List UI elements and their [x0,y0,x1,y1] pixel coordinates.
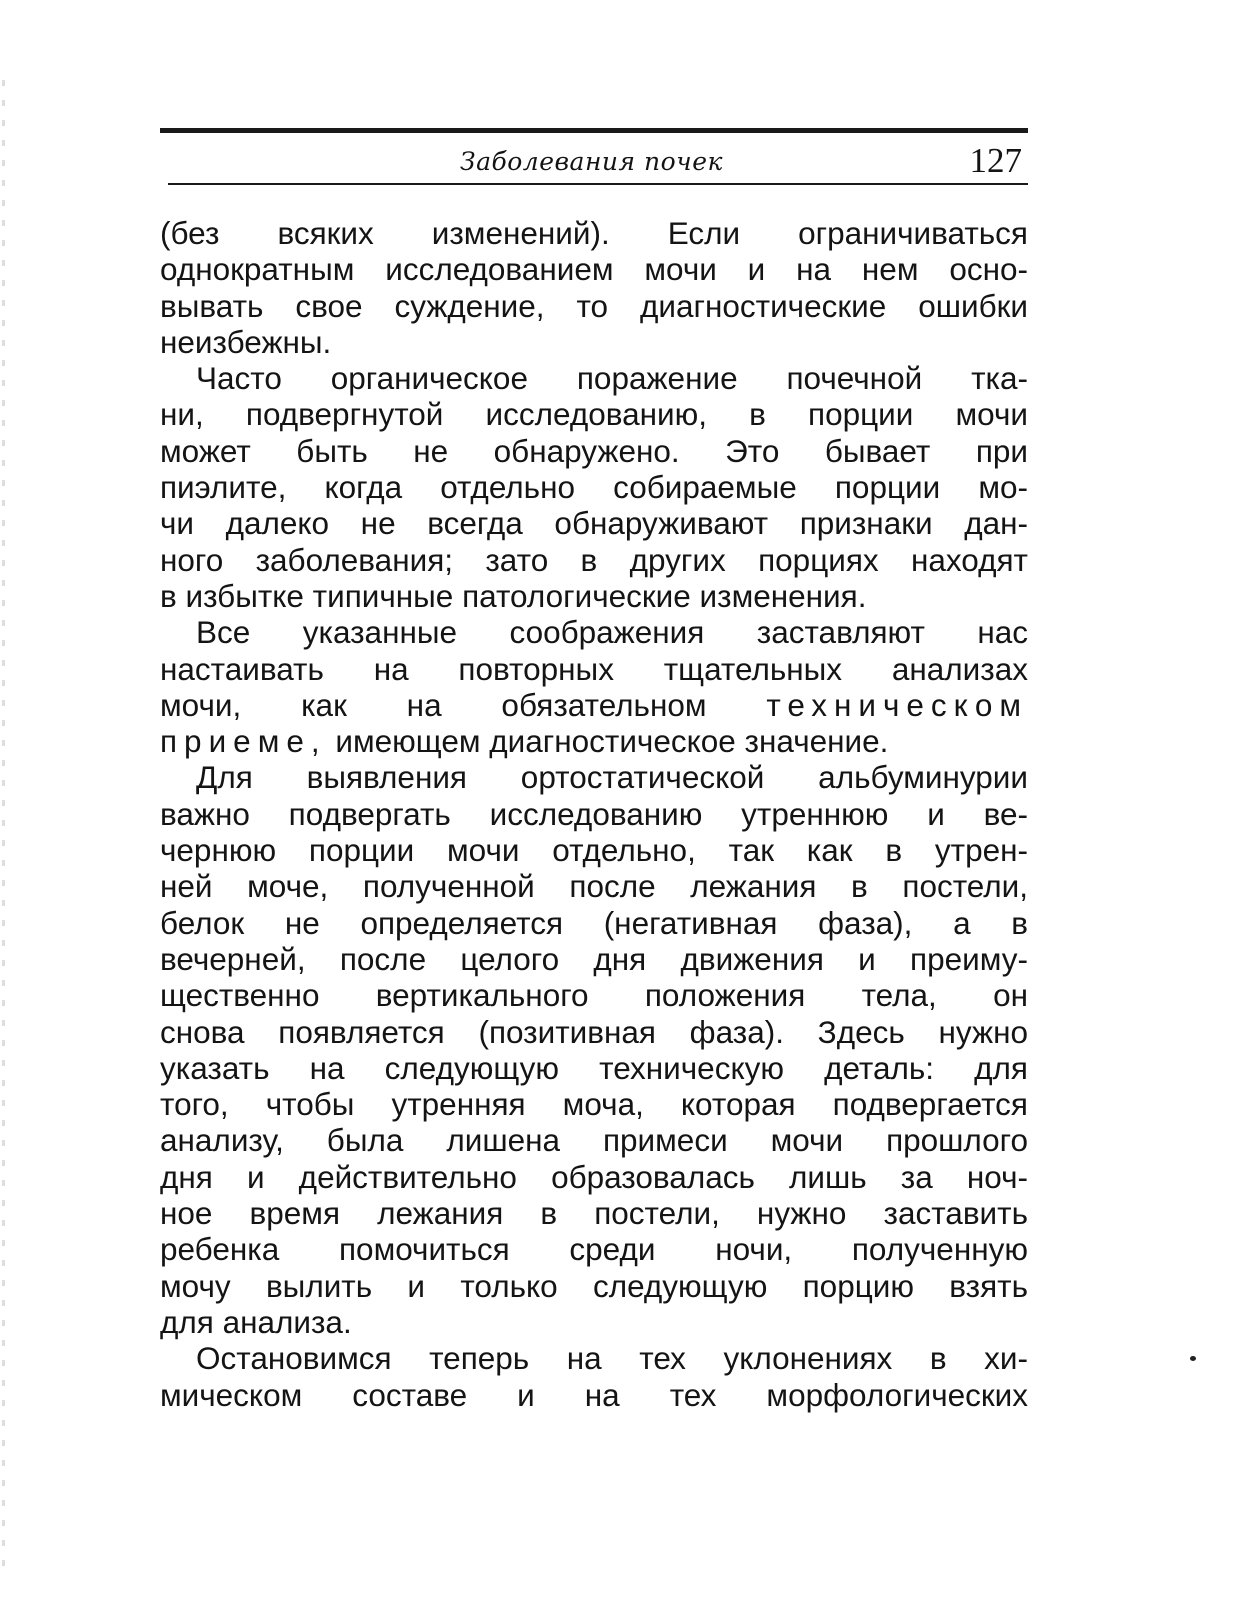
text-line: в избытке типичные патологические изменения. [160,577,867,614]
text-line: чернюю порции мочи отдельно, так как в утрен- [160,832,1028,869]
page-number: 127 [969,141,1022,180]
text-line: ней моче, полученной после лежания в постели, [160,868,1028,905]
header-rule-top [160,128,1028,133]
text-line: настаивать на повторных тщательных анализах [160,650,1028,687]
text-line: (без всяких изменений). Если ограничиваться [160,215,1028,251]
text-line: ного заболевания; зато в других порциях находят [160,541,1028,578]
text-line: однократным исследованием мочи и на нем осно- [160,251,1028,288]
paragraph-1 [160,215,1028,360]
text-line: ребенка помочиться среди ночи, полученную [160,1231,1028,1268]
text-line: дня и действительно образовалась лишь за ноч- [160,1158,1028,1195]
text-line: ное время лежания в постели, нужно заставить [160,1195,1028,1232]
text-line: мическом составе и на тех морфологических [160,1376,1028,1413]
scan-edge-artifact [2,80,5,1580]
running-title: Заболевания почек [460,147,723,176]
paragraph-2 [160,360,1028,614]
emphasis-spaced-text: приеме, [160,723,327,760]
text-line: для анализа. [160,1303,352,1340]
text-line: вечерней, после целого дня движения и преиму- [160,940,1028,977]
text-line: щественно вертикального положения тела, он [160,977,1028,1014]
paragraph-3 [160,614,1028,759]
text-line: чи далеко не всегда обнаруживают признаки дан- [160,505,1028,542]
text-line: может быть не обнаружено. Это бывает при [160,432,1028,469]
text-line [160,687,1028,723]
paragraph-5 [160,1340,1028,1413]
text-line: Остановимся теперь на тех уклонениях в хи- [196,1340,1028,1377]
paragraph-4 [160,759,1028,1340]
emphasis-spaced-text: техническом [766,686,1028,723]
text-line: белок не определяется (негативная фаза), а в [160,904,1028,941]
text-line: вывать свое суждение, то диагностические ошибки [160,287,1028,324]
text-line: Для выявления ортостатической альбуминурии [196,759,1028,796]
text-line [160,723,1028,759]
text-line: Часто органическое поражение почечной тка- [196,360,1028,397]
body-text [160,215,1028,1413]
text-line: ни, подвергнутой исследованию, в порции мочи [160,396,1028,433]
running-head [160,141,1028,183]
header-rule-bottom [168,183,1028,185]
text-line: важно подвергать исследованию утреннюю и ве- [160,795,1028,832]
scan-speck [1190,1356,1196,1361]
text-line: неизбежны. [160,323,332,360]
book-page [160,128,1028,1413]
text-line: Все указанные соображения заставляют нас [196,614,1028,651]
text-line: мочу вылить и только следующую порцию взять [160,1267,1028,1304]
text-run: имеющем диагностическое значение. [326,723,889,760]
text-line: снова появляется (позитивная фаза). Здесь нужно [160,1013,1028,1050]
text-run: мочи, как на обязательном [160,686,767,723]
text-line: пиэлите, когда отдельно собираемые порции мо- [160,469,1028,506]
text-line: анализу, была лишена примеси мочи прошлого [160,1122,1028,1159]
text-line: указать на следующую техническую деталь: для [160,1049,1028,1086]
text-line: того, чтобы утренняя моча, которая подвергается [160,1086,1028,1123]
